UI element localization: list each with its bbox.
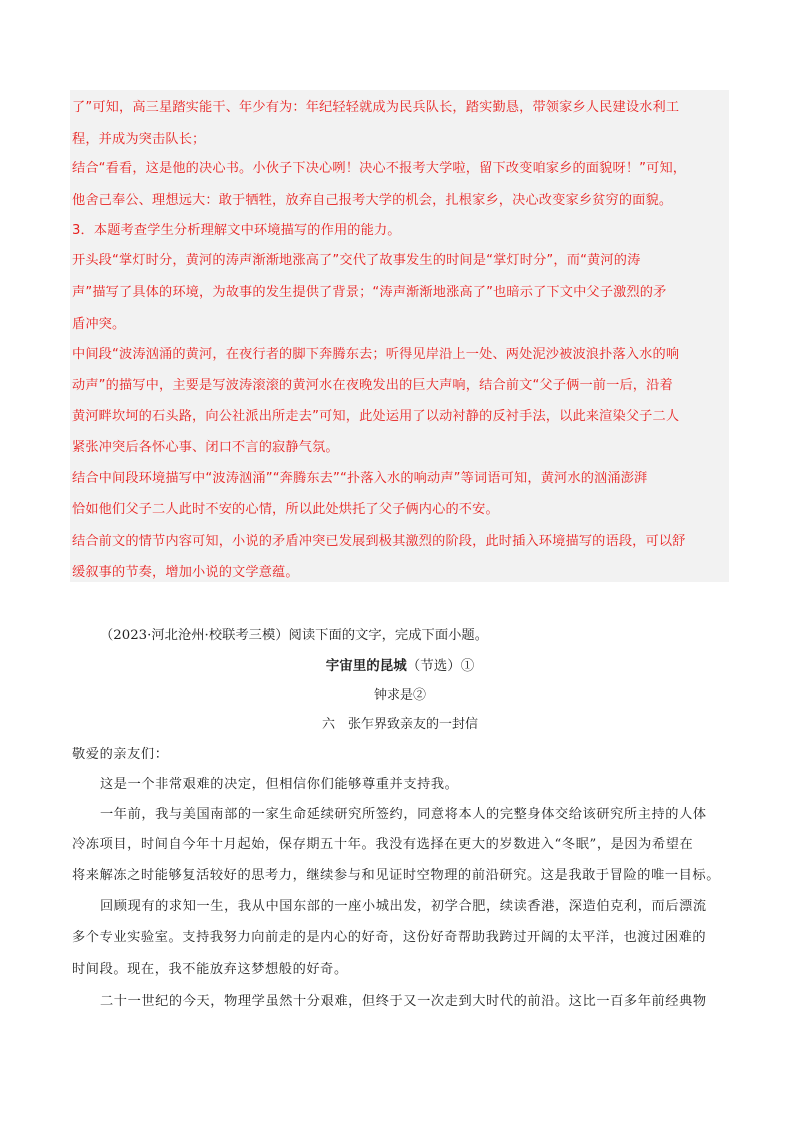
passage-subtitle: 六 张乍界致亲友的一封信 <box>321 717 478 732</box>
passage-title <box>0 654 800 674</box>
body-line: 冷冻项目，时间自今年十月起始，保存期五十年。我没有选择在更大的岁数进入“冬眠”，是因为希望在 <box>72 837 694 852</box>
body-line: 时间段。现在，我不能放弃这梦想般的好奇。 <box>72 962 348 977</box>
answer-line: 黄河畔坎坷的石头路，向公社派出所走去”可知，此处运用了以动衬静的反衬手法，以此来渲染父子二人 <box>72 409 680 424</box>
passage-author: 钟求是② <box>373 688 426 703</box>
answer-line: 动声”的描写中，主要是写波涛滚滚的黄河水在夜晚发出的巨大声响，结合前文“父子俩一前一后，沿着 <box>72 378 673 393</box>
answer-line: 中间段“波涛汹涌的黄河，在夜行者的脚下奔腾东去；听得见岸沿上一处、两处泥沙被波浪扑落入水的响 <box>72 347 680 362</box>
answer-line: 结合中间段环境描写中“波涛汹涌”“奔腾东去”“扑落入水的响动声”等词语可知，黄河水的汹涌澎湃 <box>72 471 648 486</box>
passage-title-suffix: （节选）① <box>406 658 475 674</box>
body-line: 一年前，我与美国南部的一家生命延续研究所签约，同意将本人的完整身体交给该研究所主持的人体 <box>100 807 707 822</box>
answer-line: 了”可知，高三星踏实能干、年少有为：年纪轻轻就成为民兵队长，踏实勤恳，带领家乡人民建设水利工 <box>72 100 680 115</box>
passage-source: （2023·河北沧州·校联考三模）阅读下面的文字，完成下面小题。 <box>100 628 489 643</box>
answer-line: 他舍己奉公、理想远大：敢于牺牲，放弃自己报考大学的机会，扎根家乡，决心改变家乡贫穷的面貌。 <box>72 193 673 208</box>
answer-line: 缓叙事的节奏，增加小说的文学意蕴。 <box>72 565 299 580</box>
body-line: 这是一个非常艰难的决定，但相信你们能够尊重并支持我。 <box>100 777 459 792</box>
body-line: 回顾现有的求知一生，我从中国东部的一座小城出发，初学合肥，续读香港，深造伯克利，而后漂流 <box>100 899 707 914</box>
body-line: 二十一世纪的今天，物理学虽然十分艰难，但终于又一次走到大时代的前沿。这比一百多年前经典物 <box>100 994 707 1009</box>
body-line: 敬爱的亲友们： <box>72 747 169 762</box>
answer-line: 开头段“掌灯时分，黄河的涛声渐渐地涨高了”交代了故事发生的时间是“掌灯时分”，而“黄河的涛 <box>72 253 641 268</box>
answer-line: 结合“看看，这是他的决心书。小伙子下决心咧！决心不报考大学啦，留下改变咱家乡的面貌呀！”可知， <box>72 161 687 176</box>
answer-line: 声”描写了具体的环境，为故事的发生提供了背景；“涛声渐渐地涨高了”也暗示了下文中父子激烈的矛 <box>72 285 667 300</box>
answer-line: 恰如他们父子二人此时不安的心情，所以此处烘托了父子俩内心的不安。 <box>72 502 499 517</box>
body-line: 将来解冻之时能够复活较好的思考力，继续参与和见证时空物理的前沿研究。这是我敢于冒险的唯一目标。 <box>72 868 721 883</box>
answer-line: 结合前文的情节内容可知，小说的矛盾冲突已发展到极其激烈的阶段，此时插入环境描写的语段，可以舒 <box>72 534 686 549</box>
passage-title-main: 宇宙里的昆城 <box>325 658 407 674</box>
answer-line: 盾冲突。 <box>72 317 126 332</box>
body-line: 多个专业实验室。支持我努力向前走的是内心的好奇，这份好奇帮助我跨过开阔的太平洋，也渡过困难的 <box>72 930 707 945</box>
answer-line: 3．本题考查学生分析理解文中环境描写的作用的能力。 <box>72 223 401 238</box>
answer-line: 紧张冲突后各怀心事、闭口不言的寂静气氛。 <box>72 440 339 455</box>
answer-line: 程，并成为突击队长； <box>72 132 206 147</box>
